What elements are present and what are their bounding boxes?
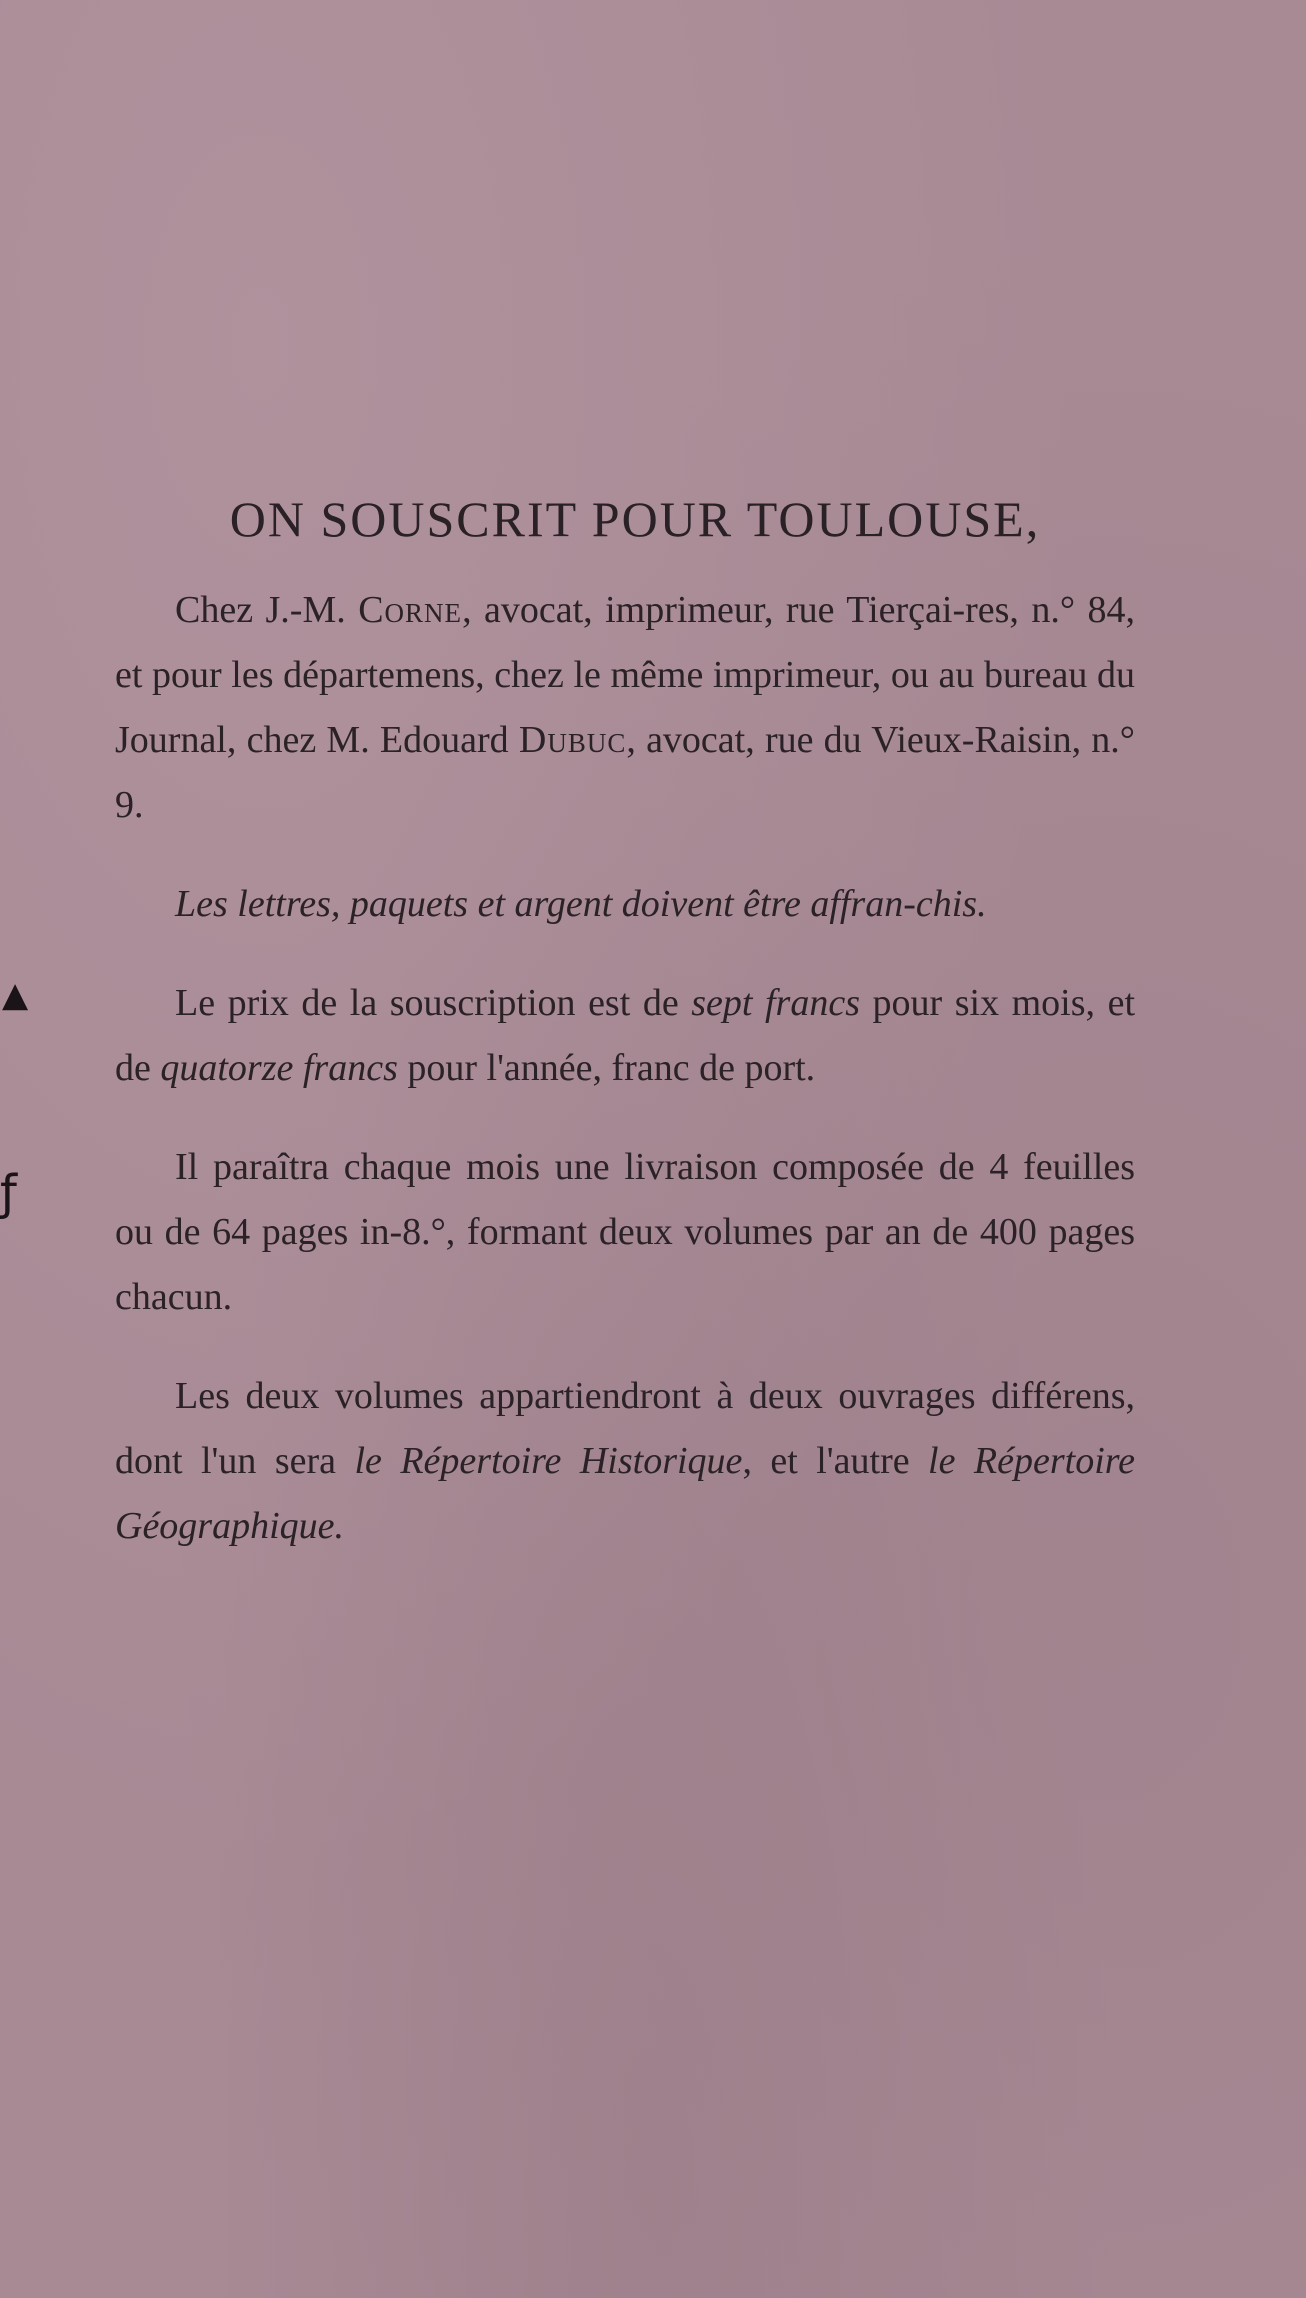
paragraph-postage: Les lettres, paquets et argent doivent être affran-chis. [175,883,987,925]
name-corne: Corne [358,589,463,631]
title-geographique: le Répertoire Géographique. [115,1440,1136,1547]
text-block [115,490,1135,1593]
margin-mark-1: ▲ [2,975,29,1015]
price-six-months: sept francs [691,982,860,1024]
paragraph-price: Le prix de la souscription est de sept francs pour six mois, et de quatorze francs pour l'année, franc de port. [115,982,1135,1089]
heading: ON SOUSCRIT POUR TOULOUSE, [229,491,1041,547]
price-year: quatorze francs [160,1047,398,1089]
name-dubuc: Dubuc [518,719,627,761]
paragraph-publication: Il paraîtra chaque mois une livraison composée de 4 feuilles ou de 64 pages in-8.°, formant deux volumes par an de 400 pages chacun. [115,1146,1135,1318]
title-historique: le Répertoire Historique [354,1440,743,1482]
paragraph-subscription-address: Chez J.-M. Corne, avocat, imprimeur, rue Tierçai-res, n.° 84, et pour les départemens, chez le même imprimeur, ou au bureau du Journal, chez M. Edouard Dubuc, avocat, rue du Vieux-Raisin, n.° 9. [115,589,1135,826]
paragraph-volumes: Les deux volumes appartiendront à deux ouvrages différens, dont l'un sera le Répertoire Historique, et l'autre le Répertoire Géographique. [115,1375,1136,1547]
margin-mark-2: ƒ [0,1165,17,1221]
